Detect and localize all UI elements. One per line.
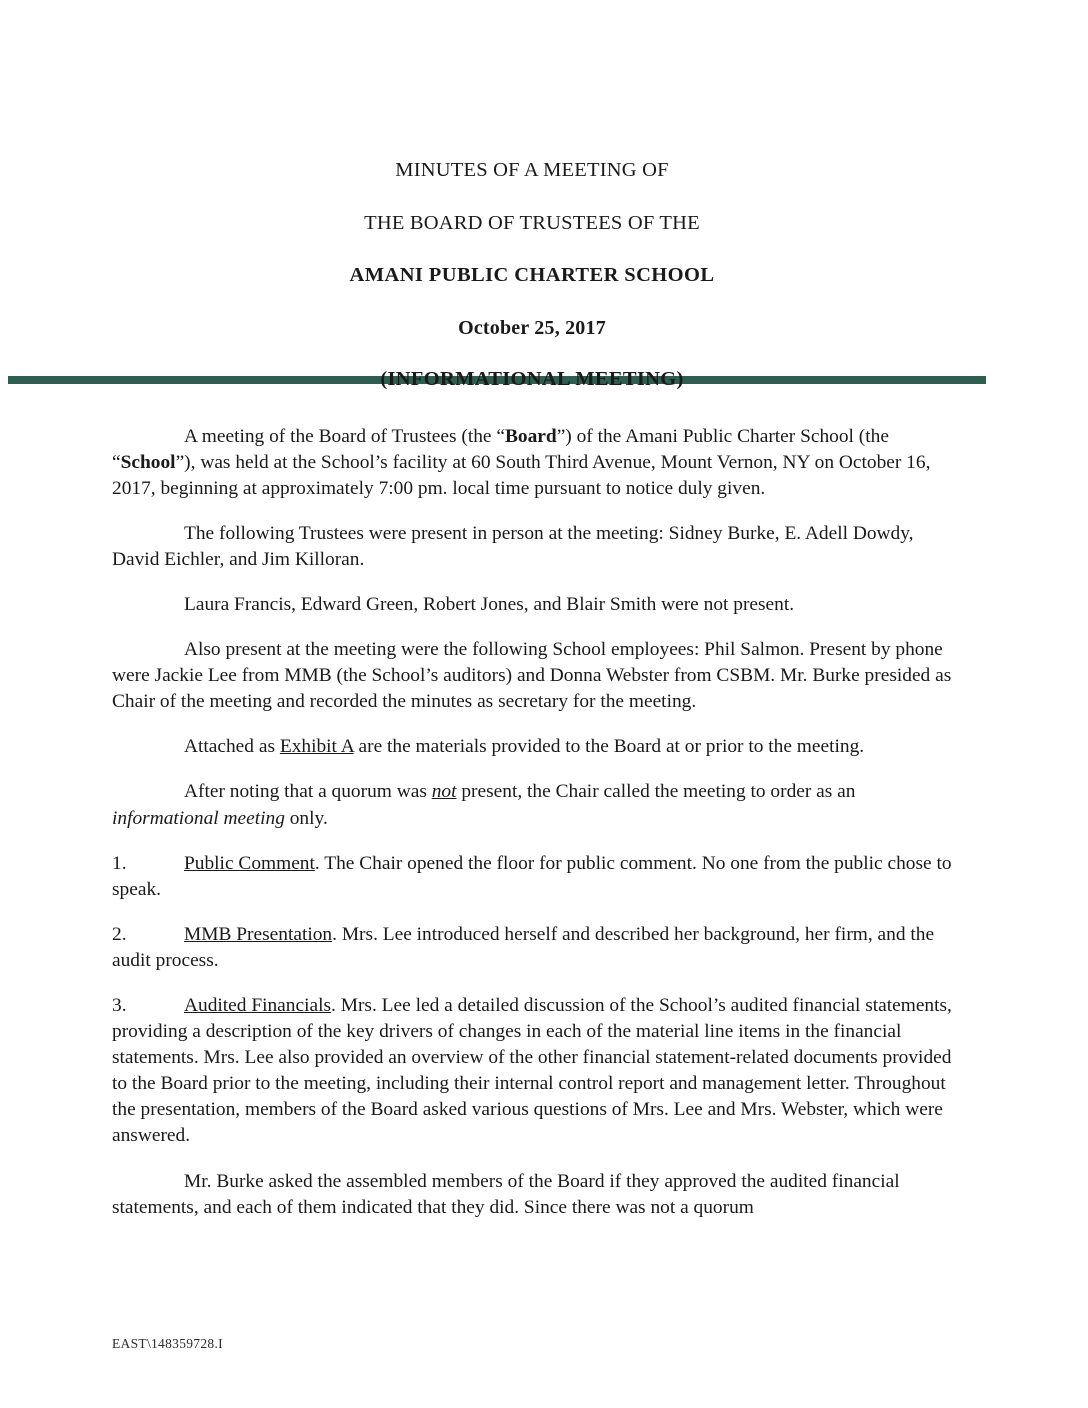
p6-not-emphasis: not [431,781,457,803]
paragraph-quorum-note [112,779,952,831]
paragraph-trustees-absent: Laura Francis, Edward Green, Robert Jones, and Blair Smith were not present. [184,593,795,615]
p1-part-c: ”), was held at the School’s facility at 60 South Third Avenue, Mount Vernon, NY on October 16, 2017, beginning at approximately 7:00 pm. local time pursuant to notice duly given. [112,451,931,499]
document-body [112,160,952,1240]
heading-date: October 25, 2017 [458,316,606,339]
p6-part-b: present, the Chair called the meeting to order as an [456,781,856,803]
exhibit-a-reference: Exhibit A [279,736,354,758]
p5-part-b: are the materials provided to the Board at or prior to the meeting. [353,736,865,758]
document-footer-reference: EAST\148359728.I [112,1336,223,1351]
item-title-public-comment: Public Comment [184,852,315,874]
item-number-3: 3. [112,995,127,1016]
heading-line-2: THE BOARD OF TRUSTEES OF THE [364,211,700,234]
heading-school-name: AMANI PUBLIC CHARTER SCHOOL [349,264,715,286]
heading-line-1: MINUTES OF A MEETING OF [395,159,669,181]
p6-informational-emphasis: informational meeting [112,807,285,829]
item-text-3: . Mrs. Lee led a detailed discussion of the School’s audited financial statements, providing a description of the key drivers of changes in each of the material line items in the financial statements. Mrs. Lee also provided an overview of the other financial statement-related documents provided to the Board prior to the meeting, including their internal control report and management letter. Throughout the presentation, members of the Board asked various questions of Mrs. Lee and Mrs. Webster, which were answered. [112,995,952,1147]
item-text-1: . The Chair opened the floor for public comment. No one from the public chose to speak. [112,852,952,900]
item-number-1: 1. [112,852,127,874]
item-title-audited-financials: Audited Financials [184,995,332,1016]
document-heading [112,160,952,338]
item-title-mmb-presentation: MMB Presentation [184,923,333,945]
paragraph-also-present: Also present at the meeting were the following School employees: Phil Salmon. Present by phone were Jackie Lee from MMB (the School’s auditors) and Donna Webster from CSBM. Mr. Burke presided as Chair of the meeting and recorded the minutes as secretary for the meeting. [112,639,952,713]
list-item [112,851,952,903]
paragraph-closing: Mr. Burke asked the assembled members of the Board if they approved the audited financial statements, and each of them indicated that they did. Since there was not a quorum [112,1170,900,1218]
list-item [112,993,952,1150]
p1-board-term: Board [504,425,557,447]
p6-part-a: After noting that a quorum was [184,781,432,803]
item-text-2: . Mrs. Lee introduced herself and described her background, her firm, and the audit process. [112,923,935,971]
p5-part-a: Attached as [184,736,280,758]
paragraph-trustees-present: The following Trustees were present in person at the meeting: Sidney Burke, E. Adell Dowdy, David Eichler, and Jim Killoran. [112,522,914,570]
p1-part-b: ”) of the Amani Public Charter School (the “ [112,425,889,473]
p1-school-term: School [120,451,176,473]
banner-label: (INFORMATIONAL MEETING) [380,367,684,390]
paragraph-exhibit-a [112,734,952,760]
informational-meeting-banner [112,368,952,398]
list-item [112,922,952,974]
paragraph-meeting-details [112,424,952,502]
p1-part-a: A meeting of the Board of Trustees (the “ [184,425,505,447]
p6-part-c: only. [284,807,328,829]
item-number-2: 2. [112,923,127,945]
